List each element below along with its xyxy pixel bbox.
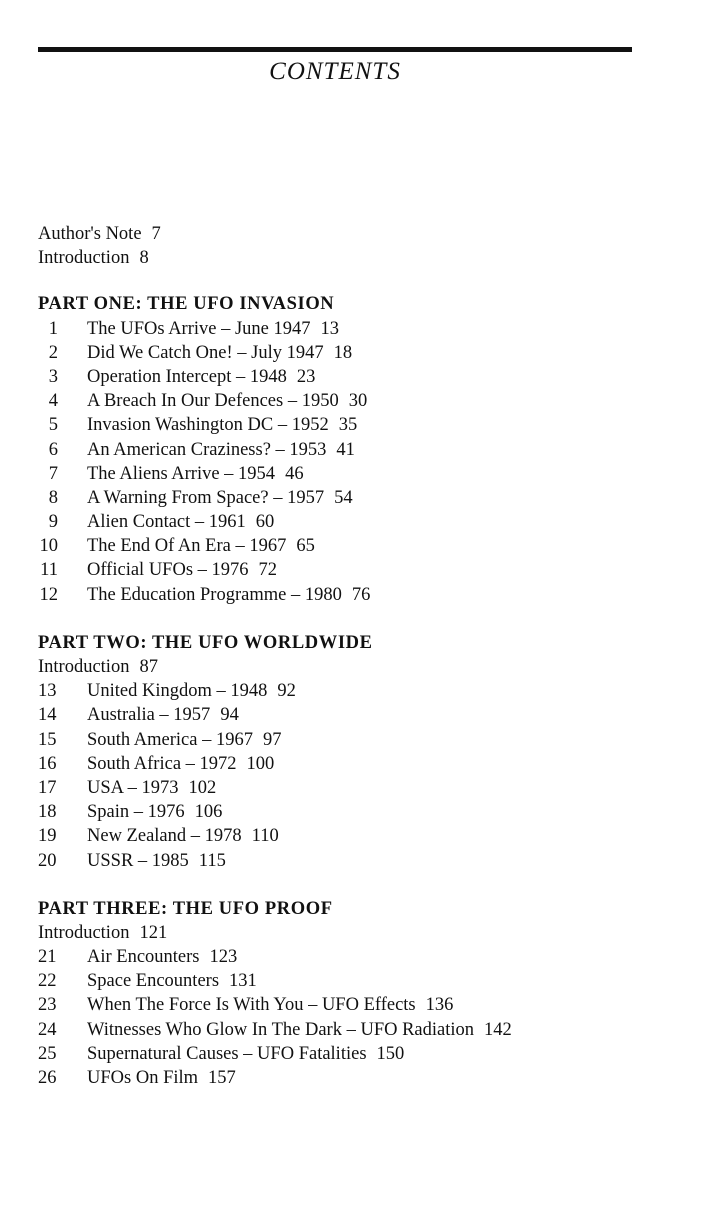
entry-title: Space Encounters (87, 971, 220, 992)
chapter-number: 13 (38, 681, 57, 702)
entry-page: 76 (351, 584, 371, 605)
chapter-number: 2 (48, 342, 58, 363)
entry-title: Operation Intercept – 1948 (87, 366, 287, 387)
toc-entry[interactable] (38, 1018, 688, 1042)
chapter-number: 12 (39, 584, 58, 605)
entry-page: 23 (296, 366, 316, 387)
page-title: CONTENTS (269, 58, 401, 85)
entry-title: Introduction (38, 657, 130, 677)
chapter-number: 24 (38, 1019, 57, 1040)
chapter-number: 20 (38, 850, 57, 871)
part-heading: PART TWO: THE UFO WORLDWIDE (38, 632, 373, 653)
toc-entry[interactable] (38, 849, 688, 873)
entry-page: 7 (151, 224, 161, 244)
toc-entry[interactable] (38, 341, 688, 365)
entry-page: 18 (333, 342, 353, 363)
toc-entry[interactable] (38, 389, 688, 413)
entry-page: 35 (338, 415, 358, 436)
entry-page: 136 (425, 995, 454, 1016)
toc-entry[interactable] (38, 222, 688, 246)
chapter-number: 15 (38, 729, 57, 750)
entry-page: 157 (208, 1068, 236, 1088)
entry-page: 121 (139, 922, 168, 943)
entry-title: USSR – 1985 (87, 850, 189, 871)
toc-entry[interactable] (38, 824, 688, 848)
chapter-number: 7 (48, 463, 58, 484)
toc-entry[interactable] (38, 438, 688, 462)
chapter-number: 25 (38, 1043, 57, 1064)
toc-entry[interactable] (38, 1042, 688, 1066)
entry-page: 8 (139, 248, 149, 269)
toc-entry[interactable] (38, 752, 688, 776)
toc-entry[interactable] (38, 1066, 688, 1090)
chapter-number: 21 (38, 947, 57, 968)
entry-page: 97 (262, 729, 282, 750)
part-heading: PART THREE: THE UFO PROOF (38, 898, 333, 919)
toc-entry[interactable] (38, 583, 688, 607)
entry-title: New Zealand – 1978 (87, 826, 242, 847)
entry-title: Introduction (38, 248, 130, 269)
entry-title: Supernatural Causes – UFO Fatalities (87, 1043, 367, 1064)
toc-entry[interactable] (38, 993, 688, 1017)
chapter-number: 6 (48, 439, 58, 460)
toc-entry[interactable] (38, 921, 688, 945)
chapter-number: 16 (38, 753, 57, 774)
entry-title: Did We Catch One! – July 1947 (87, 342, 324, 363)
entry-page: 87 (139, 657, 158, 677)
entry-page: 100 (246, 753, 275, 774)
chapter-number: 10 (39, 536, 58, 557)
entry-page: 65 (296, 536, 315, 557)
toc (38, 222, 688, 1090)
entry-page: 110 (251, 826, 279, 847)
entry-page: 150 (376, 1043, 405, 1064)
entry-title: When The Force Is With You – UFO Effects (87, 995, 416, 1016)
entry-page: 106 (194, 802, 223, 823)
entry-title: South America – 1967 (87, 729, 253, 750)
entry-page: 30 (348, 391, 368, 412)
entry-page: 142 (484, 1019, 512, 1040)
chapter-number: 11 (40, 560, 58, 581)
toc-entry[interactable] (38, 679, 688, 703)
entry-title: Alien Contact – 1961 (87, 512, 246, 533)
entry-page: 60 (255, 512, 275, 533)
entry-title: A Breach In Our Defences – 1950 (87, 391, 339, 412)
entry-title: UFOs On Film (87, 1068, 199, 1088)
entry-title: An American Craziness? – 1953 (87, 439, 327, 460)
chapter-number: 17 (38, 777, 57, 798)
chapter-number: 9 (48, 512, 58, 533)
entry-title: Official UFOs – 1976 (87, 560, 249, 581)
toc-entry[interactable] (38, 558, 688, 582)
entry-page: 72 (258, 560, 278, 581)
chapter-number: 14 (38, 705, 57, 726)
entry-page: 46 (285, 463, 304, 484)
entry-page: 94 (220, 705, 239, 726)
toc-entry[interactable] (38, 534, 688, 558)
entry-title: The End Of An Era – 1967 (87, 536, 287, 557)
chapter-number: 3 (48, 366, 58, 387)
entry-title: Author's Note (38, 224, 142, 244)
chapter-number: 22 (38, 971, 57, 992)
entry-page: 41 (336, 439, 355, 460)
entry-page: 123 (209, 947, 238, 968)
entry-page: 92 (277, 681, 296, 702)
toc-entry[interactable] (38, 462, 688, 486)
toc-entry[interactable] (38, 413, 688, 437)
chapter-number: 23 (38, 995, 57, 1016)
toc-entry[interactable] (38, 703, 688, 727)
toc-entry[interactable] (38, 486, 688, 510)
entry-title: The Aliens Arrive – 1954 (87, 463, 276, 484)
entry-title: United Kingdom – 1948 (87, 681, 268, 702)
entry-page: 115 (198, 850, 226, 871)
chapter-number: 1 (48, 318, 58, 339)
entry-title: Witnesses Who Glow In The Dark – UFO Radiation (87, 1019, 475, 1040)
toc-entry[interactable] (38, 246, 688, 270)
toc-entry[interactable] (38, 776, 688, 800)
top-rule (38, 47, 632, 52)
entry-title: Introduction (38, 922, 130, 943)
entry-title: The UFOs Arrive – June 1947 (87, 318, 311, 339)
entry-title: Australia – 1957 (87, 705, 211, 726)
toc-entry[interactable] (38, 728, 688, 752)
toc-entry[interactable] (38, 510, 688, 534)
toc-entry[interactable] (38, 800, 688, 824)
entry-title: Air Encounters (87, 947, 200, 968)
entry-title: South Africa – 1972 (87, 753, 237, 774)
entry-page: 54 (334, 487, 353, 508)
toc-entry[interactable] (38, 969, 688, 993)
entry-page: 102 (188, 777, 217, 798)
entry-title: Spain – 1976 (87, 802, 185, 823)
chapter-number: 26 (38, 1068, 57, 1088)
toc-entry[interactable] (38, 317, 688, 341)
chapter-number: 5 (48, 415, 58, 436)
toc-entry[interactable] (38, 365, 688, 389)
chapter-number: 18 (38, 802, 57, 823)
toc-entry[interactable] (38, 655, 688, 679)
entry-page: 13 (320, 318, 340, 339)
chapter-number: 19 (38, 826, 57, 847)
chapter-number: 8 (48, 487, 58, 508)
entry-title: USA – 1973 (87, 777, 179, 798)
part-heading: PART ONE: THE UFO INVASION (38, 294, 335, 315)
toc-entry[interactable] (38, 945, 688, 969)
entry-title: Invasion Washington DC – 1952 (87, 415, 329, 436)
entry-title: A Warning From Space? – 1957 (87, 487, 325, 508)
chapter-number: 4 (48, 391, 58, 412)
entry-title: The Education Programme – 1980 (87, 584, 342, 605)
entry-page: 131 (229, 971, 257, 992)
